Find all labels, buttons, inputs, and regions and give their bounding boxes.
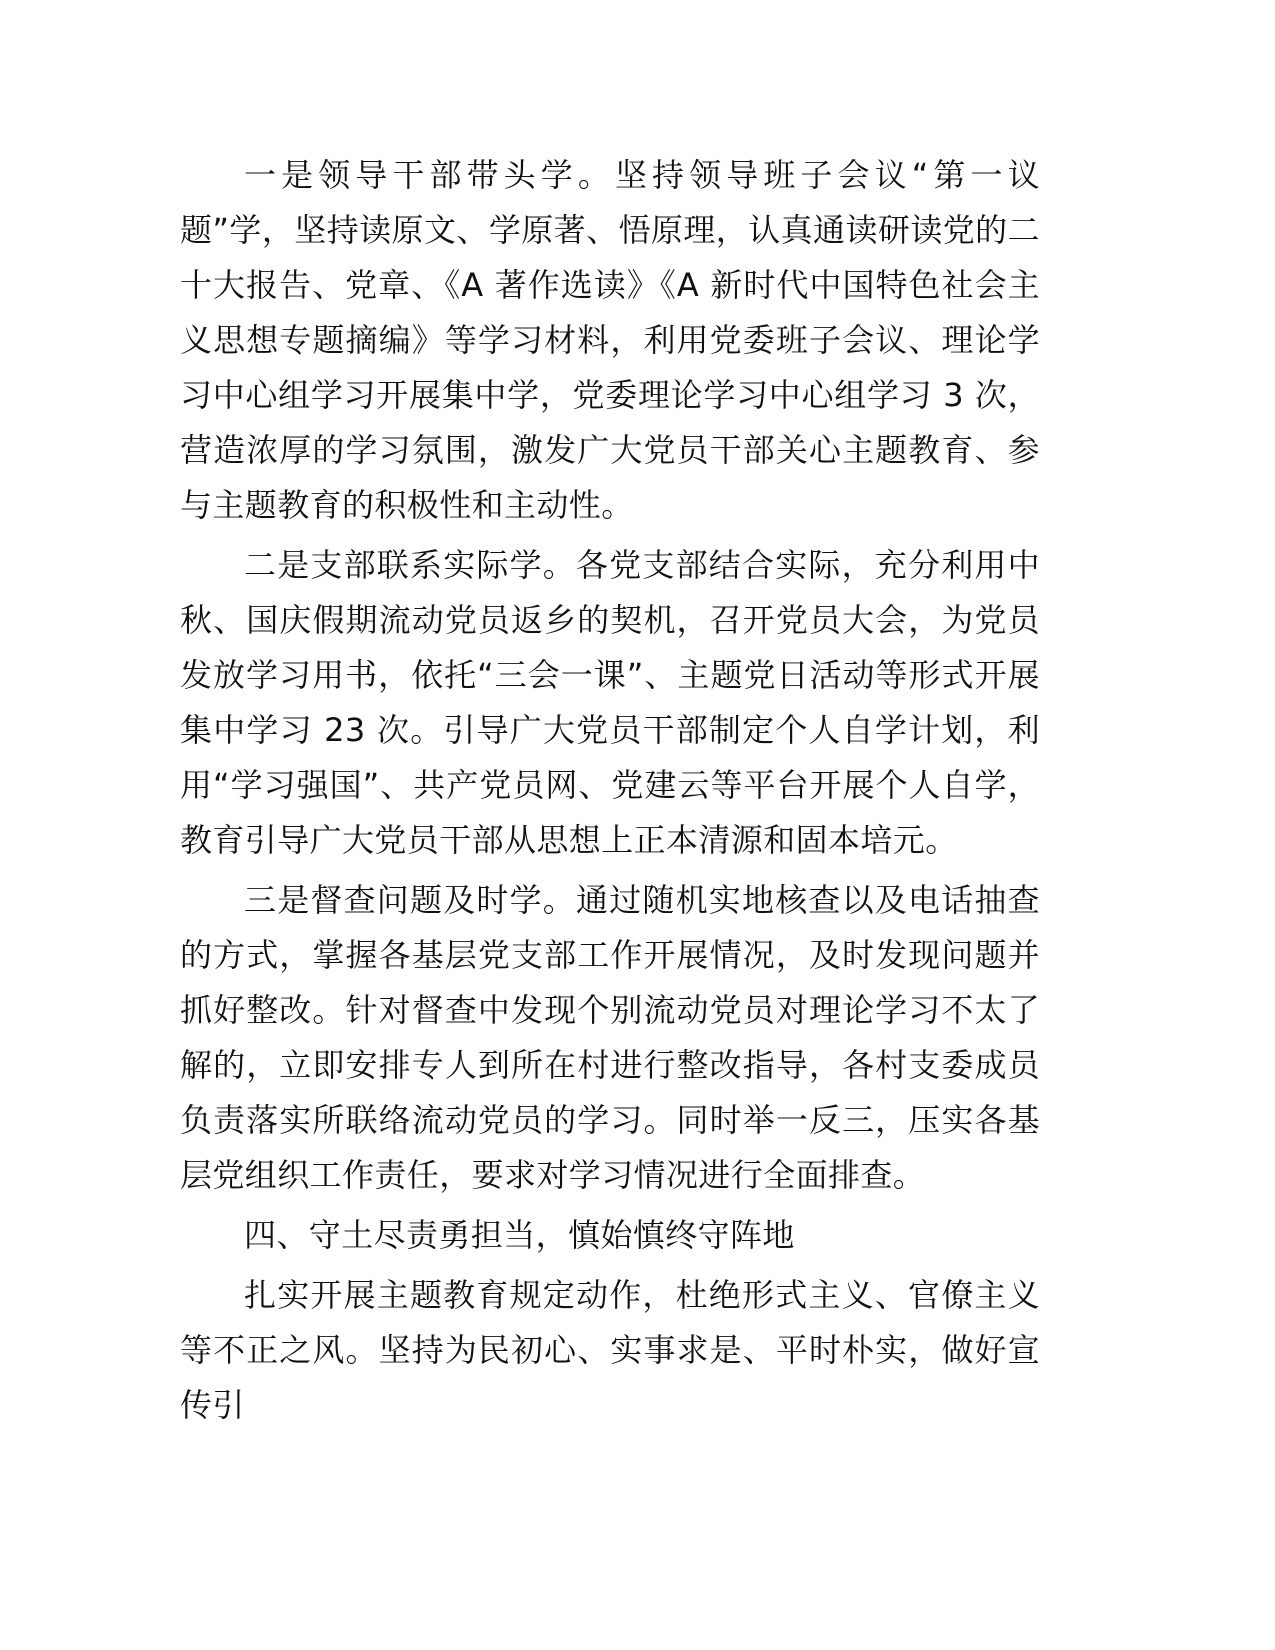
- paragraph-theme-education: 扎实开展主题教育规定动作，杜绝形式主义、官僚主义等不正之风。坚持为民初心、实事求是、平时朴实，做好宣传引: [180, 1276, 1040, 1424]
- paragraph-supervision-study: 三是督查问题及时学。通过随机实地核查以及电话抽查的方式，掌握各基层党支部工作开展情况，及时发现问题并抓好整改。针对督查中发现个别流动党员对理论学习不太了解的，立即安排专人到所在村进行整改指导，各村支委成员负责落实所联络流动党员的学习。同时举一反三，压实各基层党组织工作责任，要求对学习情况进行全面排查。: [180, 881, 1040, 1194]
- paragraph-leaders-study: 一是领导干部带头学。坚持领导班子会议“第一议题”学，坚持读原文、学原著、悟原理，认真通读研读党的二十大报告、党章、《A 著作选读》《A 新时代中国特色社会主义思想专题摘编》等学习材料，利用党委班子会议、理论学习中心组学习开展集中学，党委理论学习中心组学习 3 次，营造浓厚的学习氛围，激发广大党员干部关心主题教育、参与主题教育的积极性和主动性。: [180, 156, 1040, 524]
- document-body: [180, 148, 1040, 1438]
- section-heading: 四、守土尽责勇担当，慎始慎终守阵地: [244, 1216, 795, 1254]
- paragraph-branch-study: 二是支部联系实际学。各党支部结合实际，充分利用中秋、国庆假期流动党员返乡的契机，召开党员大会，为党员发放学习用书，依托“三会一课”、主题党日活动等形式开展集中学习 23 次。引导广大党员干部制定个人自学计划，利用“学习强国”、共产党员网、党建云等平台开展个人自学，教育引导广大党员干部从思想上正本清源和固本培元。: [180, 546, 1040, 859]
